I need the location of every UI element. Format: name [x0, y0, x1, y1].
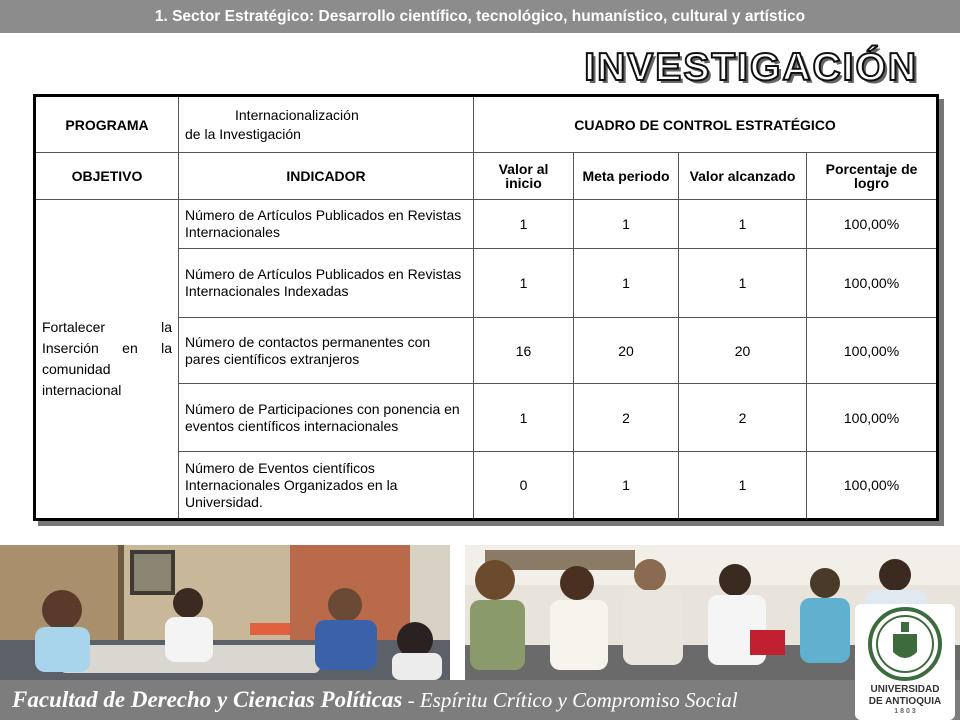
valor-inicio-cell: 0: [474, 452, 574, 520]
col-valor-alcanzado: Valor alcanzado: [679, 153, 807, 200]
porcentaje-cell: 100,00%: [807, 200, 938, 249]
col-meta: Meta periodo: [574, 153, 679, 200]
col-porcentaje: Porcentaje de logro: [807, 153, 938, 200]
logo-line1: UNIVERSIDAD: [870, 684, 940, 695]
valor-inicio-cell: 16: [474, 318, 574, 384]
valor-alcanzado-cell: 1: [679, 200, 807, 249]
table-row: [35, 200, 938, 249]
valor-alcanzado-cell: 20: [679, 318, 807, 384]
valor-inicio-cell: 1: [474, 384, 574, 452]
control-table: [33, 94, 939, 521]
objective-text: Fortalecer la Inserción en la comunidad internacional: [35, 200, 179, 520]
valor-inicio-cell: 1: [474, 200, 574, 249]
photo-strip: [0, 545, 960, 680]
indicador-label: INDICADOR: [179, 153, 474, 200]
porcentaje-cell: 100,00%: [807, 452, 938, 520]
programa-value: [179, 96, 474, 153]
valor-alcanzado-cell: 2: [679, 384, 807, 452]
indicator-text: Número de Artículos Publicados en Revistas Internacionales: [179, 200, 474, 249]
footer-text: [12, 687, 738, 713]
logo-line3: 1 8 0 3: [894, 708, 916, 715]
valor-inicio-cell: 1: [474, 249, 574, 318]
indicator-text: Número de contactos permanentes con pares científicos extranjeros: [179, 318, 474, 384]
faculty-motto: - Espíritu Crítico y Compromiso Social: [402, 688, 738, 712]
programa-line1: Internacionalización: [235, 106, 359, 123]
faculty-name: Facultad de Derecho y Ciencias Políticas: [12, 687, 403, 712]
meta-cell: 1: [574, 249, 679, 318]
porcentaje-cell: 100,00%: [807, 384, 938, 452]
sector-banner: 1. Sector Estratégico: Desarrollo científico, tecnológico, humanístico, cultural y artístico: [0, 0, 960, 33]
page-title: INVESTIGACIÓN: [584, 46, 918, 89]
col-valor-inicio: Valor al inicio: [474, 153, 574, 200]
meta-cell: 20: [574, 318, 679, 384]
indicator-text: Número de Participaciones con ponencia en eventos científicos internacionales: [179, 384, 474, 452]
meta-cell: 1: [574, 452, 679, 520]
meeting-photo-left: [0, 545, 450, 680]
meta-cell: 1: [574, 200, 679, 249]
programa-line2: de la Investigación: [185, 125, 301, 142]
meta-cell: 2: [574, 384, 679, 452]
logo-line2: DE ANTIOQUIA: [868, 696, 942, 707]
objetivo-label: OBJETIVO: [35, 153, 179, 200]
indicator-text: Número de Artículos Publicados en Revistas Internacionales Indexadas: [179, 249, 474, 318]
university-logo: [855, 604, 955, 720]
indicator-text: Número de Eventos científicos Internacionales Organizados en la Universidad.: [179, 452, 474, 520]
valor-alcanzado-cell: 1: [679, 249, 807, 318]
cuadro-title: CUADRO DE CONTROL ESTRATÉGICO: [474, 96, 938, 153]
valor-alcanzado-cell: 1: [679, 452, 807, 520]
porcentaje-cell: 100,00%: [807, 318, 938, 384]
programa-label: PROGRAMA: [35, 96, 179, 153]
footer-bar: [0, 680, 960, 720]
porcentaje-cell: 100,00%: [807, 249, 938, 318]
university-seal-icon: [855, 604, 955, 684]
